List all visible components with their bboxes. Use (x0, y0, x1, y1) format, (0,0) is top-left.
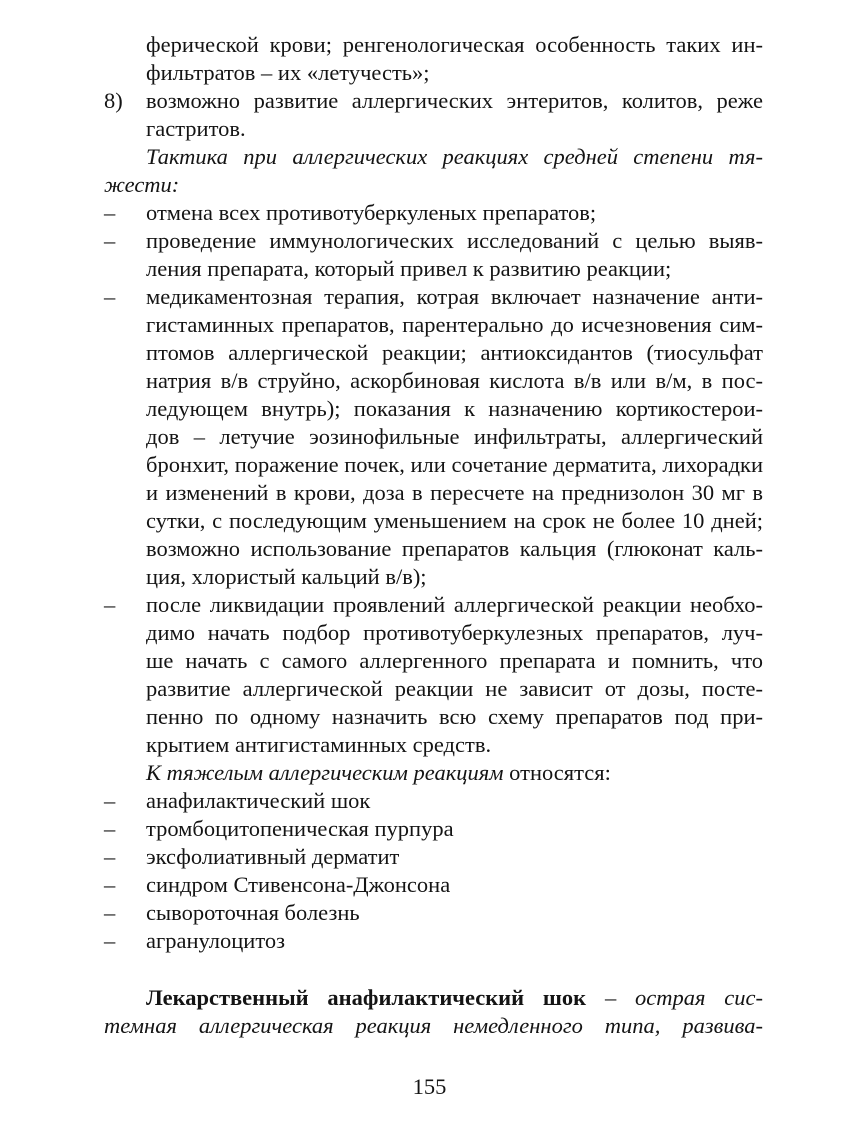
tactics-item-1-line-1: отмена всех противотуберкуленых препаратов; (146, 200, 597, 225)
severe-item-2: тромбоцитопеническая пурпура (146, 816, 454, 841)
definition-dash: – (586, 985, 636, 1010)
severe-item-3: эксфолиативный дерматит (146, 844, 400, 869)
continuation-line-1: ферической крови; ренгенологическая особенность таких ин- (146, 32, 763, 57)
tactics-item-3-line-10: возможно использование препаратов кальция (глюконат каль- (146, 536, 763, 561)
severe-item-2-dash: – (104, 816, 116, 841)
severe-item-1-dash: – (104, 788, 116, 813)
tactics-item-4-line-1: после ликвидации проявлений аллергической реакции необхо- (146, 592, 763, 617)
tactics-item-3-line-5: ледующем внутрь); показания к назначению кортикостерои- (146, 396, 763, 421)
tactics-item-3-line-2: гистаминных препаратов, парентерально до исчезновения сим- (146, 312, 763, 337)
tactics-item-2-dash: – (104, 228, 116, 253)
tactics-item-3-line-1: медикаментозная терапия, котрая включает назначение анти- (146, 284, 763, 309)
definition-term: Лекарственный анафилактический шок (146, 985, 587, 1010)
tactics-heading-line-2: жести: (104, 172, 180, 197)
tactics-item-2-line-1: проведение иммунологических исследований с целью выяв- (146, 228, 763, 253)
severe-heading-normal: относятся: (503, 760, 611, 785)
tactics-item-4-line-2: димо начать подбор противотуберкулезных препаратов, луч- (146, 620, 763, 645)
tactics-heading-line-1: Тактика при аллергических реакциях средней степени тя- (146, 144, 763, 169)
severe-item-4-dash: – (104, 872, 116, 897)
tactics-item-3-line-6: дов – летучие эозинофильные инфильтраты, аллергический (146, 424, 763, 449)
tactics-item-3-line-3: птомов аллергической реакции; антиоксидантов (тиосульфат (146, 340, 763, 365)
tactics-item-4-line-6: крытием антигистаминных средств. (146, 732, 492, 757)
severe-item-6-dash: – (104, 928, 116, 953)
tactics-item-1-dash: – (104, 200, 116, 225)
tactics-item-4-line-5: пенно по одному назначить всю схему препаратов под при- (146, 704, 763, 729)
continuation-line-2: фильтратов – их «летучесть»; (146, 60, 430, 85)
tactics-item-2-line-2: ления препарата, который привел к развитию реакции; (146, 256, 672, 281)
item-8-line-1: возможно развитие аллергических энтеритов, колитов, реже (146, 88, 763, 113)
tactics-item-3-line-7: бронхит, поражение почек, или сочетание дерматита, лихорадки (146, 452, 763, 477)
definition-line-1 (146, 984, 763, 1012)
tactics-item-3-dash: – (104, 284, 116, 309)
severe-item-3-dash: – (104, 844, 116, 869)
severe-heading (146, 759, 611, 787)
page-number: 155 (412, 1074, 447, 1099)
definition-line-1-italic: острая сис- (635, 985, 763, 1010)
tactics-item-3-line-8: и изменений в крови, доза в пересчете на преднизолон 30 мг в (146, 480, 763, 505)
tactics-item-4-line-4: развитие аллергической реакции не зависит от дозы, посте- (146, 676, 763, 701)
severe-item-1: анафилактический шок (146, 788, 371, 813)
tactics-item-3-line-11: ция, хлористый кальций в/в); (146, 564, 427, 589)
tactics-item-4-line-3: ше начать с самого аллергенного препарата и помнить, что (146, 648, 763, 673)
tactics-item-4-dash: – (104, 592, 116, 617)
definition-line-2: темная аллергическая реакция немедленного типа, развива- (104, 1013, 763, 1038)
item-8-number: 8) (104, 88, 123, 113)
severe-item-5-dash: – (104, 900, 116, 925)
severe-heading-italic: К тяжелым аллергическим реакциям (146, 760, 504, 785)
tactics-item-3-line-4: натрия в/в струйно, аскорбиновая кислота в/в или в/м, в пос- (146, 368, 763, 393)
severe-item-4: синдром Стивенсона-Джонсона (146, 872, 451, 897)
tactics-item-3-line-9: сутки, с последующим уменьшением на срок не более 10 дней; (146, 508, 763, 533)
severe-item-6: агранулоцитоз (146, 928, 285, 953)
severe-item-5: сывороточная болезнь (146, 900, 360, 925)
item-8-line-2: гастритов. (146, 116, 246, 141)
